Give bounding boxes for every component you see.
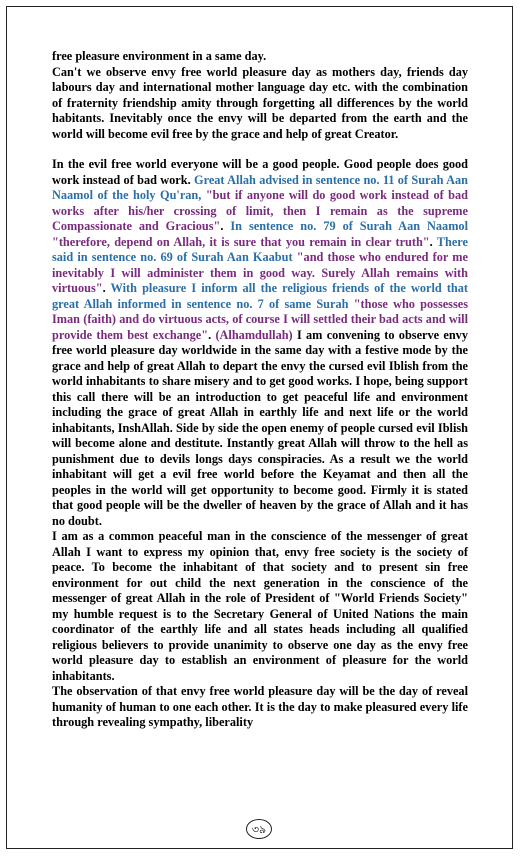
reference-text: Great Allah advised in sentence no. 11 of Surah Aan Naamol of the holy Qu'ran,: [52, 172, 468, 202]
quran-quote: "but if anyone will do good work instead of bad works after his/her crossing of limit, then I remain as the supreme Compassionate and Gracious": [52, 188, 468, 233]
text-run: In the evil free world everyone will be a good people. Good people does good work instead of bad work.: [52, 157, 468, 187]
page-number: ৩৯: [246, 819, 272, 839]
quran-quote: "therefore, depend on Allah, it is sure that you remain in clear truth": [52, 234, 430, 249]
paragraph-5: The observation of that envy free world pleasure day will be the day of reveal humanity of human to one each other. It is the day to make pleasured every life through revealing sympathy, liberality: [52, 684, 468, 729]
alhamdullah-text: (Alhamdullah): [215, 327, 293, 342]
text-run: .: [220, 219, 231, 233]
quran-quote: "and those who endured for me inevitably I will administer them in good way. Surely Allah remains with virtuous": [52, 250, 468, 295]
text-run: .: [102, 281, 111, 295]
quran-quote: "those who possesses Iman (faith) and do virtuous acts, of course I will settled their bad acts and will provide them best exchange": [52, 296, 468, 342]
document-body: [52, 49, 468, 731]
reference-text: There said in sentence no. 69 of Surah Aan Kaabut: [52, 234, 468, 264]
paragraph-1: free pleasure environment in a same day.: [52, 49, 267, 63]
text-run: .: [429, 234, 437, 249]
paragraph-2: Can't we observe envy free world pleasure day as mothers day, friends day labours day and international mother language day etc. with the combination of fraternity friendship amity through forgetting all differences by the world habitants. Inevitably once the envy will be departed from the earth and the world will become evil free by the grace and help of great Creator.: [52, 64, 468, 141]
paragraph-3: [52, 157, 468, 529]
reference-text: In sentence no. 79 of Surah Aan Naamol: [230, 219, 468, 233]
text-run: .: [208, 327, 216, 342]
paragraph-4: I am as a common peaceful man in the conscience of the messenger of great Allah I want to express my opinion that, envy free society is the society of peace. To become the inhabitant of that society and to present sin free environment for out child the next generation in the conscience of the messenger of great Allah in the role of President of "World Friends Society" my humble request is to the Secretary General of United Nations the main coordinator of the earthly life and all states heads including all qualified religious believers to provide unanimity to observe one day as the envy free world pleasure day to establish an environment of pleasure for the world inhabitants.: [52, 529, 468, 683]
text-run: I am convening to observe envy free world pleasure day worldwide in the same day with a festive mode by the grace and help of great Allah to depart the envy the cursed evil Iblish from the world inhabitants to share misery and to get good works. I hope, being support this call there will be an introduction to get peaceful life and environment including the grace of great Allah in earthly life and next life or the world inhabitants, InshAllah. Side by side the open enemy of people cursed evil Iblish will become alone and destitute. Instantly great Allah will throw to the hell as punishment due to devils longs days conspiracies. As a result we the world inhabitant will get a evil free world before the Keyamat and then all the peoples in the world will get opportunity to become good. Firmly it is stated that good people will be the dweller of heaven by the grace of Allah and it has no doubt.: [52, 327, 468, 528]
reference-text: With pleasure I inform all the religious friends of the world that great Allah informed in sentence no. 7 of same Surah: [52, 281, 468, 311]
